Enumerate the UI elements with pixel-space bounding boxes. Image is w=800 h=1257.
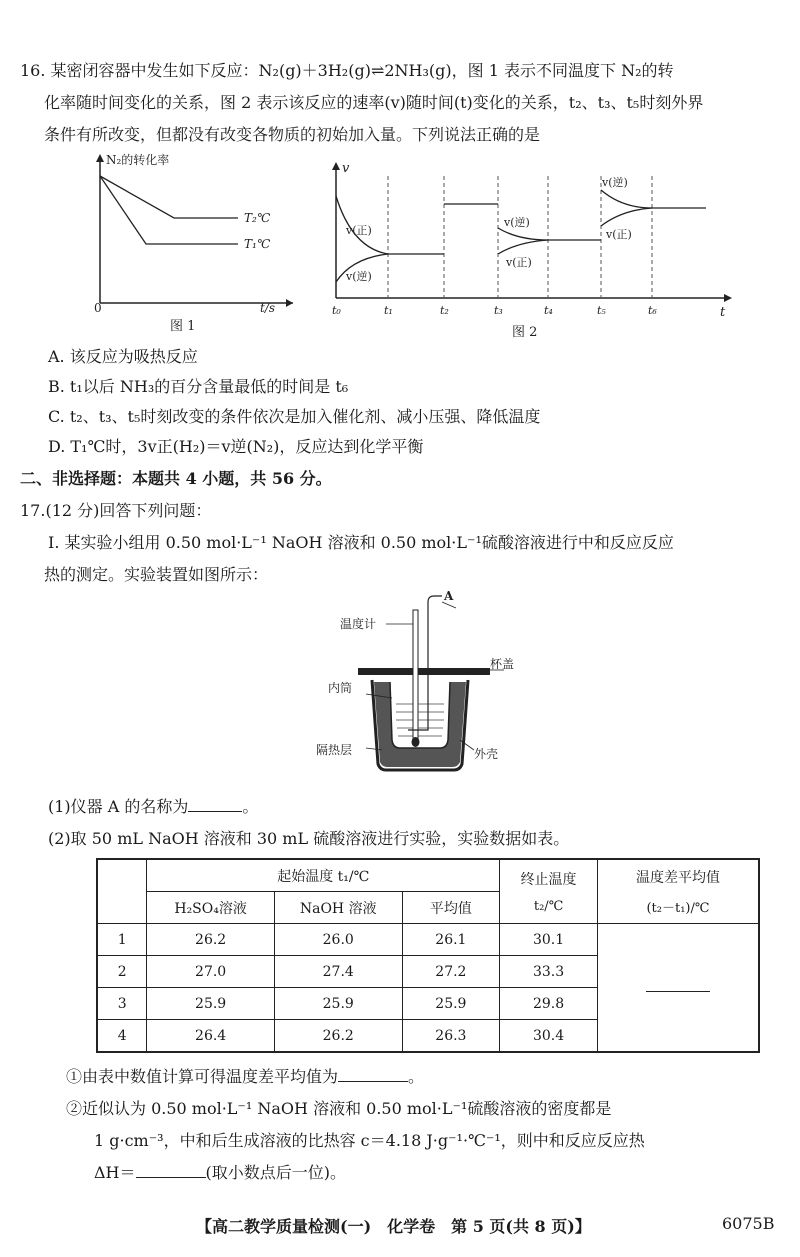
q17-calc-1 bbox=[66, 1066, 424, 1088]
fig2-tick-t0: t₀ bbox=[332, 304, 341, 317]
fig2-xlabel: t bbox=[720, 305, 726, 320]
row-2-average: 27.2 bbox=[402, 956, 500, 988]
q16-option-d[interactable]: D. T₁℃时，3v正(H₂)＝v逆(N₂)，反应达到化学平衡 bbox=[48, 437, 424, 456]
fig1-xlabel: t/s bbox=[260, 301, 276, 315]
footer-code: 6075B bbox=[722, 1214, 775, 1233]
fig2-caption: 图 2 bbox=[512, 325, 538, 340]
q17-sub-1-blank[interactable] bbox=[188, 811, 242, 812]
fig2-tick-t6: t₆ bbox=[648, 304, 657, 317]
row-4-average: 26.3 bbox=[402, 1020, 500, 1053]
q17-sub-2: (2)取 50 mL NaOH 溶液和 30 mL 硫酸溶液进行实验，实验数据如表。 bbox=[48, 829, 570, 848]
row-3-h2so4: 25.9 bbox=[147, 988, 275, 1020]
q17-title: 17.(12 分)回答下列问题： bbox=[20, 501, 212, 520]
q17-part1-line-2: 热的测定。实验装置如图所示： bbox=[44, 565, 269, 584]
fig1-label-t1: T₁℃ bbox=[244, 237, 271, 251]
fig2-forward-curve-3 bbox=[601, 208, 652, 226]
temp-diff-answer-cell[interactable] bbox=[597, 924, 759, 1053]
q17-calc-2-blank[interactable] bbox=[136, 1177, 206, 1178]
table-row bbox=[97, 924, 759, 956]
q16-line-1: 16. 某密闭容器中发生如下反应：N₂(g)＋3H₂(g)⇌2NH₃(g)，图 1 表示不同温度下 N₂的转 bbox=[20, 61, 674, 80]
row-1-end-temp: 30.1 bbox=[500, 924, 598, 956]
thermometer bbox=[413, 610, 418, 742]
fig2-label-reverse-2: v(逆) bbox=[504, 216, 530, 229]
label-instrument-a: A bbox=[444, 590, 454, 603]
row-4-naoh: 26.2 bbox=[274, 1020, 402, 1053]
fig2-reverse-curve-3 bbox=[601, 190, 652, 208]
fig1-curve-t2 bbox=[100, 176, 238, 218]
label-thermometer: 温度计 bbox=[340, 617, 377, 631]
q16-option-a[interactable]: A. 该反应为吸热反应 bbox=[48, 347, 198, 366]
q16-line-2: 化率随时间变化的关系，图 2 表示该反应的速率(v)随时间(t)变化的关系，t₂、t₃、t₅时刻外界 bbox=[44, 93, 704, 112]
label-insulation: 隔热层 bbox=[316, 743, 353, 757]
fig2-label-forward-1: v(正) bbox=[346, 224, 372, 237]
calorimeter-apparatus bbox=[310, 590, 530, 786]
header-start-temp: 起始温度 t₁/℃ bbox=[147, 859, 500, 892]
row-1-h2so4: 26.2 bbox=[147, 924, 275, 956]
row-4-end-temp: 30.4 bbox=[500, 1020, 598, 1053]
q16-option-b[interactable]: B. t₁以后 NH₃的百分含量最低的时间是 t₆ bbox=[48, 377, 349, 396]
row-3-average: 25.9 bbox=[402, 988, 500, 1020]
row-3-end-temp: 29.8 bbox=[500, 988, 598, 1020]
fig2-reverse-curve-2 bbox=[498, 228, 548, 240]
q17-calc-2-line-1: ②近似认为 0.50 mol·L⁻¹ NaOH 溶液和 0.50 mol·L⁻¹硫酸溶液的密度都是 bbox=[66, 1099, 612, 1118]
row-4-h2so4: 26.4 bbox=[147, 1020, 275, 1053]
row-1-naoh: 26.0 bbox=[274, 924, 402, 956]
q17-calc-2-note: (取小数点后一位)。 bbox=[205, 1163, 347, 1182]
fig2-tick-t5: t₅ bbox=[597, 304, 606, 317]
label-outer-shell: 外壳 bbox=[474, 747, 499, 761]
q17-calc-1-blank[interactable] bbox=[338, 1081, 408, 1082]
row-3-number: 3 bbox=[97, 988, 147, 1020]
fig2-ylabel: v bbox=[342, 161, 350, 176]
fig1-label-t2: T₂℃ bbox=[244, 211, 271, 225]
row-2-number: 2 bbox=[97, 956, 147, 988]
row-2-h2so4: 27.0 bbox=[147, 956, 275, 988]
fig2-forward-curve-2 bbox=[498, 240, 548, 254]
row-3-naoh: 25.9 bbox=[274, 988, 402, 1020]
header-temp-diff-line-2: (t₂－t₁)/℃ bbox=[646, 901, 710, 916]
row-2-end-temp: 33.3 bbox=[500, 956, 598, 988]
label-lid: 杯盖 bbox=[490, 657, 515, 671]
header-h2so4: H₂SO₄溶液 bbox=[147, 892, 275, 924]
q17-sub-1-end: 。 bbox=[242, 797, 259, 816]
fig2-label-forward-3: v(正) bbox=[606, 228, 632, 241]
q17-calc-1-text: ①由表中数值计算可得温度差平均值为 bbox=[66, 1067, 339, 1086]
header-temp-diff bbox=[597, 859, 759, 924]
fig1-y-arrow bbox=[96, 154, 104, 162]
fig2-x-arrow bbox=[724, 294, 732, 302]
header-temp-diff-line-1: 温度差平均值 bbox=[635, 870, 720, 886]
header-naoh: NaOH 溶液 bbox=[274, 892, 402, 924]
fig2-tick-t2: t₂ bbox=[440, 304, 449, 317]
header-end-temp-line-1: 终止温度 bbox=[520, 872, 577, 888]
header-average: 平均值 bbox=[402, 892, 500, 924]
fig2-tick-t4: t₄ bbox=[544, 304, 553, 317]
q16-line-3: 条件有所改变，但都没有改变各物质的初始加入量。下列说法正确的是 bbox=[44, 125, 541, 144]
fig1-caption: 图 1 bbox=[170, 319, 196, 334]
row-1-average: 26.1 bbox=[402, 924, 500, 956]
fig2-tick-t1: t₁ bbox=[384, 304, 393, 317]
q17-calc-1-end: 。 bbox=[408, 1067, 425, 1086]
q17-sub-1-text: (1)仪器 A 的名称为 bbox=[48, 797, 189, 816]
section-2-heading: 二、非选择题：本题共 4 小题，共 56 分。 bbox=[20, 469, 332, 488]
row-1-number: 1 bbox=[97, 924, 147, 956]
inner-cup bbox=[390, 682, 450, 748]
fig2-tick-t3: t₃ bbox=[494, 304, 503, 317]
q17-sub-1 bbox=[48, 796, 258, 818]
figure-1 bbox=[88, 150, 298, 340]
q17-calc-2-line-3 bbox=[94, 1162, 346, 1184]
fig2-label-reverse-1: v(逆) bbox=[346, 270, 372, 283]
fig1-ylabel: N₂的转化率 bbox=[106, 153, 170, 167]
fig2-label-forward-2: v(正) bbox=[506, 256, 532, 269]
row-4-number: 4 bbox=[97, 1020, 147, 1053]
row-2-naoh: 27.4 bbox=[274, 956, 402, 988]
header-end-temp-line-2: t₂/℃ bbox=[533, 899, 564, 914]
experiment-data-table bbox=[96, 858, 760, 1053]
table-corner bbox=[97, 859, 147, 924]
header-end-temp bbox=[500, 859, 598, 924]
temp-diff-blank[interactable] bbox=[646, 991, 710, 992]
q17-calc-2-dh-label: ΔH＝ bbox=[94, 1163, 136, 1182]
fig2-y-arrow bbox=[332, 162, 340, 170]
footer-title: 【高二教学质量检测(一) 化学卷 第 5 页(共 8 页)】 bbox=[196, 1217, 591, 1236]
fig1-origin: 0 bbox=[94, 301, 102, 315]
figure-2 bbox=[322, 158, 742, 340]
cup-lid bbox=[358, 668, 490, 675]
q17-calc-2-line-2: 1 g·cm⁻³，中和后生成溶液的比热容 c＝4.18 J·g⁻¹·℃⁻¹，则中和反应反应热 bbox=[94, 1131, 645, 1150]
q17-part1-line-1: Ⅰ. 某实验小组用 0.50 mol·L⁻¹ NaOH 溶液和 0.50 mol·L⁻¹硫酸溶液进行中和反应反应 bbox=[48, 533, 674, 552]
fig1-curve-t1 bbox=[100, 176, 238, 244]
label-inner-cup: 内筒 bbox=[328, 681, 353, 695]
q16-option-c[interactable]: C. t₂、t₃、t₅时刻改变的条件依次是加入催化剂、减小压强、降低温度 bbox=[48, 407, 541, 426]
fig2-label-reverse-3: v(逆) bbox=[602, 176, 628, 189]
fig1-x-arrow bbox=[286, 299, 293, 307]
